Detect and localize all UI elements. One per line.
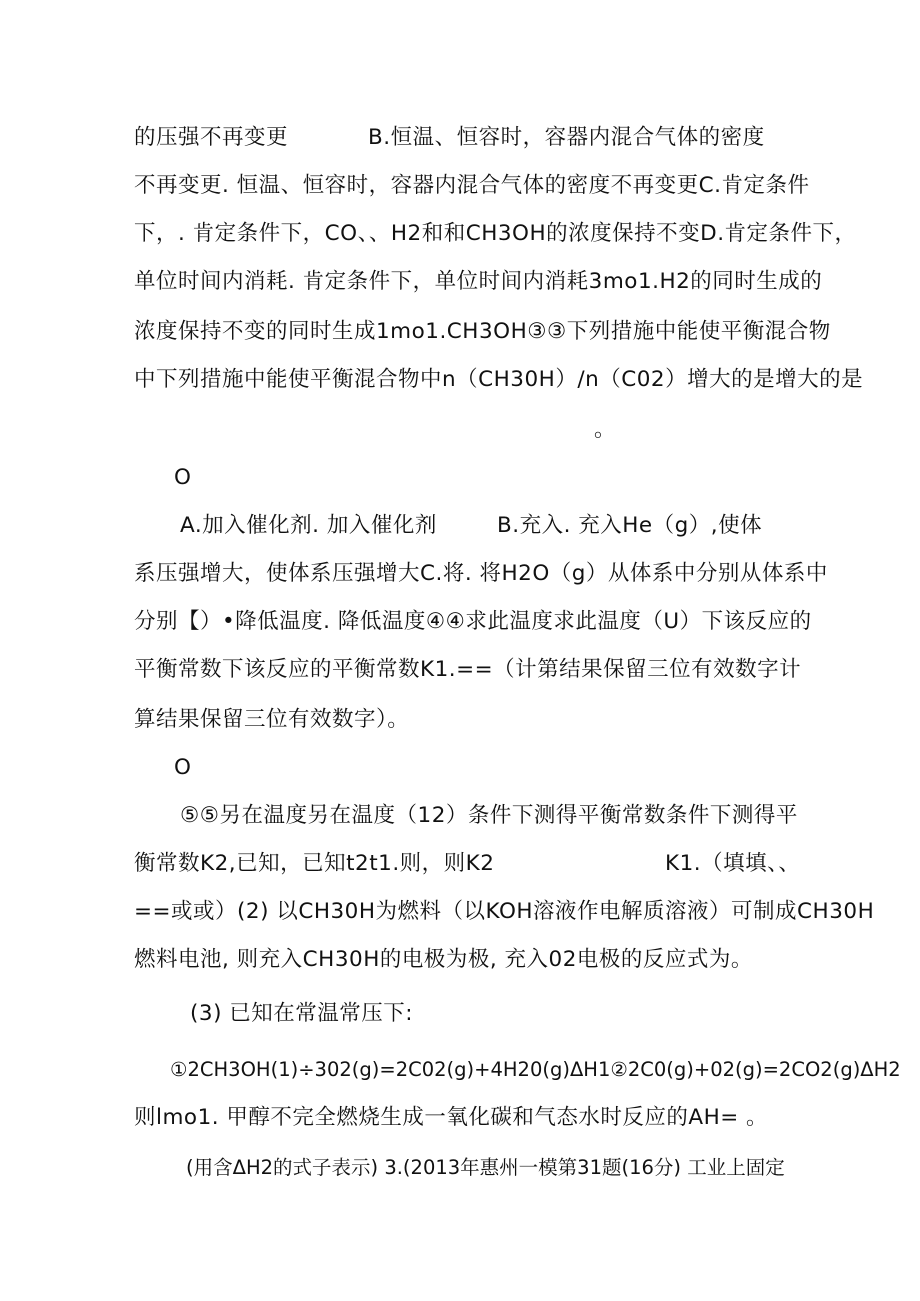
text-line: ==或或）(2) 以CH30H为燃料（以KOH溶液作电解质溶液）可制成CH30H — [134, 899, 875, 924]
text-segment: 衡常数K2,已知，已知t2t1.则，则K2 — [134, 851, 495, 876]
text-line: ⑤⑤另在温度另在温度（12）条件下测得平衡常数条件下测得平 — [180, 803, 798, 828]
text-segment: K1.（填填、、 — [665, 851, 801, 876]
period-mark: 。 — [746, 1105, 769, 1130]
option-b: B.充入. 充入He（g）,使体 — [497, 513, 763, 538]
option-b: B.恒温、恒容时，容器内混合气体的密度 — [368, 125, 765, 150]
text-line: 算结果保留三位有效数字）。 — [134, 707, 410, 732]
text-line: 中下列措施中能使平衡混合物中n（CH30H）/n（C02）增大的是增大的是 — [134, 367, 864, 392]
subquestion-3: (3) 已知在常温常压下: — [190, 1001, 414, 1026]
answer-blank-mark: O — [174, 465, 192, 490]
option-a: A.加入催化剂. 加入催化剂 — [180, 513, 437, 538]
text-line: 不再变更. 恒温、恒容时，容器内混合气体的密度不再变更C.肯定条件 — [134, 173, 810, 198]
text-line — [180, 511, 763, 541]
text-line: 下，. 肯定条件下，CO、、H2和和CH3OH的浓度保持不变D.肯定条件下， — [134, 221, 857, 246]
text-line: 燃料电池, 则充入CH30H的电极为极, 充入02电极的反应式为。 — [134, 947, 753, 972]
text-line: 平衡常数下该反应的平衡常数K1.==（计第结果保留三位有效数字计 — [134, 657, 802, 682]
text-line: 系压强增大，使体系压强增大C.将. 将H2O（g）从体系中分别从体系中 — [134, 561, 828, 586]
text-line: (用含ΔH2的式子表示) 3.(2013年惠州一模第31题(16分) 工业上固定 — [186, 1156, 785, 1179]
text-line — [134, 849, 801, 879]
answer-blank-mark: O — [174, 755, 192, 780]
equation-line: ①2CH3OH(1)÷302(g)=2C02(g)+4H20(g)ΔH1②2C0(g)+02(g)=2CO2(g)ΔH2 — [170, 1058, 901, 1081]
text-line: 单位时间内消耗. 肯定条件下，单位时间内消耗3mo1.H2的同时生成的 — [134, 269, 823, 294]
period-mark: 。 — [594, 417, 617, 442]
text-line — [134, 123, 794, 153]
text-line: 浓度保持不变的同时生成1mo1.CH3OH③③下列措施中能使平衡混合物 — [134, 319, 831, 344]
text-line — [134, 1103, 774, 1133]
text-segment: 则lmo1. 甲醇不完全燃烧生成一氧化碳和气态水时反应的AH= — [134, 1105, 739, 1130]
text-segment: 的压强不再变更 — [134, 125, 289, 150]
text-line: 分别【）•降低温度. 降低温度④④求此温度求此温度（U）下该反应的 — [134, 609, 812, 634]
